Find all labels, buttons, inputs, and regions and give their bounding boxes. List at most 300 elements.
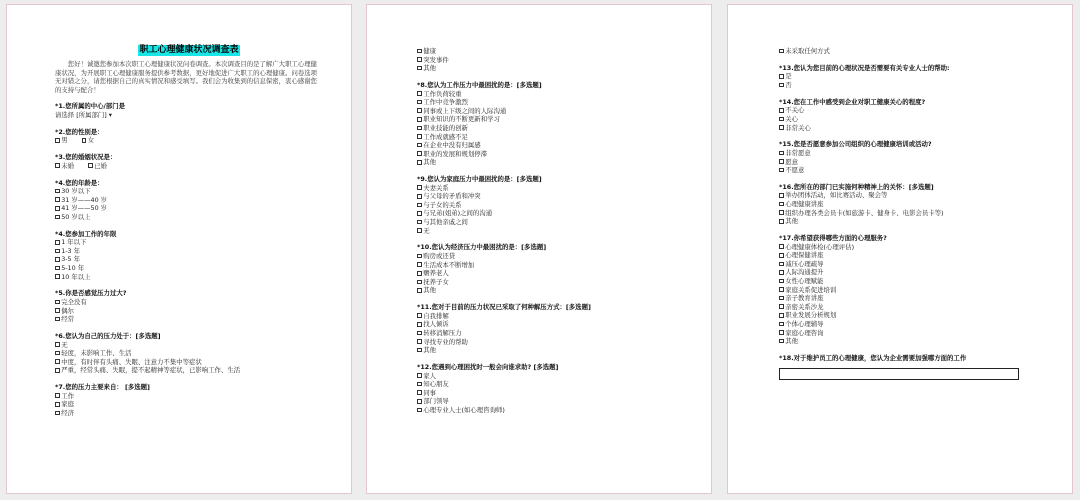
option[interactable] <box>417 329 683 338</box>
option-label: 是 <box>785 72 792 81</box>
option-label: 3-5 年 <box>61 255 81 264</box>
checkbox-icon[interactable] <box>55 402 60 407</box>
option-label: 突发事件 <box>423 55 449 64</box>
option-label: 1 年以下 <box>61 238 87 247</box>
option[interactable] <box>417 320 683 329</box>
option-label: 其他 <box>423 64 436 73</box>
checkbox-icon[interactable] <box>779 244 784 249</box>
option[interactable] <box>82 136 95 145</box>
checkbox-icon[interactable] <box>417 382 422 387</box>
question-3 <box>55 153 323 170</box>
question-7-continued <box>417 47 683 73</box>
option-label: 与子女的关系 <box>423 200 462 209</box>
option[interactable] <box>417 278 683 287</box>
option-label: 愿意 <box>785 157 798 166</box>
option[interactable] <box>779 149 1050 158</box>
question-title: *8.您认为工作压力中最困扰的是：[多选题] <box>417 80 542 89</box>
option-list <box>55 298 323 324</box>
option-label: 心理保健讲座 <box>785 251 824 260</box>
option-label: 心理健康讲座 <box>785 200 824 209</box>
checkbox-icon[interactable] <box>55 249 60 254</box>
checkbox-icon[interactable] <box>417 66 422 71</box>
option[interactable] <box>55 400 323 409</box>
option-label: 减压心理疏导 <box>785 259 824 268</box>
option[interactable] <box>55 366 323 375</box>
checkbox-icon[interactable] <box>417 194 422 199</box>
checkbox-icon[interactable] <box>779 108 784 113</box>
question-4 <box>55 179 323 222</box>
question-title: *17.你希望获得哪些方面的心理服务? <box>779 234 887 243</box>
option[interactable] <box>779 81 1050 90</box>
option-label: 寻找专业的帮助 <box>423 337 468 346</box>
option[interactable] <box>779 268 1050 277</box>
option[interactable] <box>88 162 107 171</box>
checkbox-icon[interactable] <box>779 322 784 327</box>
option[interactable] <box>779 158 1050 167</box>
checkbox-icon[interactable] <box>55 368 60 373</box>
checkbox-icon[interactable] <box>779 117 784 122</box>
checkbox-icon[interactable] <box>779 193 784 198</box>
option[interactable] <box>417 252 683 261</box>
option-list <box>417 372 683 415</box>
option[interactable] <box>55 238 323 247</box>
option[interactable] <box>417 227 683 236</box>
question-title: *13.您认为您目前的心理状况是否需要有关专业人士的帮助: <box>779 63 950 72</box>
question-title: *14.您在工作中感受到企业对职工健康关心的程度? <box>779 97 926 106</box>
option-label: 人际沟通提升 <box>785 268 824 277</box>
option[interactable] <box>779 115 1050 124</box>
option[interactable] <box>417 397 683 406</box>
option-list <box>779 72 1050 89</box>
option[interactable] <box>779 277 1050 286</box>
option-label: 家庭 <box>61 400 74 409</box>
option-label: 购房或还贷 <box>423 252 456 261</box>
option-list <box>55 162 323 171</box>
checkbox-icon[interactable] <box>779 49 784 54</box>
option[interactable] <box>417 286 683 295</box>
question-title: *12.您遇到心理困扰时一般会向谁求助? [多选题] <box>417 362 559 371</box>
option-label: 其他 <box>785 337 798 346</box>
option[interactable] <box>417 141 683 150</box>
option-label: 关心 <box>785 114 798 123</box>
option-label: 心理健康体检(心理评估) <box>785 242 855 251</box>
option[interactable] <box>417 124 683 133</box>
option-list <box>55 392 323 418</box>
option-label: 职业发展分析规划 <box>785 311 837 320</box>
checkbox-icon[interactable] <box>417 203 422 208</box>
checkbox-icon[interactable] <box>417 143 422 148</box>
checkbox-icon[interactable] <box>779 168 784 173</box>
option-list <box>779 106 1050 132</box>
option[interactable] <box>779 294 1050 303</box>
option-label: 职业技能的创新 <box>423 123 468 132</box>
checkbox-icon[interactable] <box>417 49 422 54</box>
option-label: 组织办理各类会员卡(如旅游卡、健身卡、电影会员卡等) <box>785 208 944 217</box>
checkbox-icon[interactable] <box>779 279 784 284</box>
option-label: 严重，经常头痛、失眠，提不起精神等症状，已影响工作、生活 <box>61 366 241 375</box>
option-label: 赡养老人 <box>423 269 449 278</box>
option[interactable] <box>779 337 1050 346</box>
option[interactable] <box>55 341 323 350</box>
option-label: 部门领导 <box>423 397 449 406</box>
option[interactable] <box>55 392 323 401</box>
option-label: 中度，有时伴有头痛、失眠、注意力不集中等症状 <box>61 357 202 366</box>
checkbox-icon[interactable] <box>417 271 422 276</box>
option[interactable] <box>417 64 683 73</box>
option-list <box>417 47 683 73</box>
option[interactable] <box>779 311 1050 320</box>
checkbox-icon[interactable] <box>417 399 422 404</box>
checkbox-icon[interactable] <box>779 262 784 267</box>
checkbox-icon[interactable] <box>417 331 422 336</box>
checkbox-icon[interactable] <box>779 330 784 335</box>
option-label: 31 岁——40 岁 <box>61 195 108 204</box>
option-label: 完全没有 <box>61 298 87 306</box>
option-label: 男 <box>61 136 68 145</box>
question-2 <box>55 128 323 145</box>
question-12 <box>417 363 683 415</box>
checkbox-icon[interactable] <box>417 288 422 293</box>
option[interactable] <box>417 56 683 65</box>
option[interactable] <box>55 315 323 324</box>
option-label: 转移消解压力 <box>423 328 462 337</box>
checkbox-icon[interactable] <box>779 151 784 156</box>
checkbox-icon[interactable] <box>55 351 60 356</box>
option-label: 否 <box>785 80 792 89</box>
answer-text-box[interactable] <box>779 368 1019 380</box>
option[interactable] <box>417 133 683 142</box>
option[interactable] <box>417 218 683 227</box>
page-2-content <box>417 47 683 423</box>
option-label: 心理专业人士(如心理咨询师) <box>423 405 505 414</box>
option[interactable] <box>55 196 323 205</box>
option-label: 41 岁——50 岁 <box>61 204 108 213</box>
question-title: *4.您的年龄是： <box>55 178 104 187</box>
checkbox-icon[interactable] <box>55 163 60 168</box>
checkbox-icon[interactable] <box>417 57 422 62</box>
option[interactable] <box>417 372 683 381</box>
option[interactable] <box>779 209 1050 218</box>
checkbox-icon[interactable] <box>417 126 422 131</box>
question-title: *9.您认为家庭压力中最困扰的是：[多选题] <box>417 175 542 184</box>
option-label: 工作负荷较重 <box>423 89 462 98</box>
question-18 <box>779 354 1050 380</box>
option[interactable] <box>779 124 1050 133</box>
question-13 <box>779 64 1050 90</box>
option-label: 举办团体活动，如比赛活动、聚会等 <box>785 191 888 200</box>
question-title: *3.您的婚姻状况是： <box>55 153 117 162</box>
option-label: 经济 <box>61 408 74 417</box>
checkbox-icon[interactable] <box>55 300 60 305</box>
checkbox-icon[interactable] <box>417 408 422 413</box>
question-8 <box>55 383 323 417</box>
option-label: 同事 <box>423 388 436 397</box>
question-title: *4.您参加工作的年限 <box>55 229 117 238</box>
question-5 <box>55 230 323 282</box>
department-select[interactable]: 请选择 [所属部门] ▾ <box>55 110 112 119</box>
checkbox-icon[interactable] <box>417 100 422 105</box>
checkbox-icon[interactable] <box>417 108 422 113</box>
option[interactable] <box>417 192 683 201</box>
option[interactable] <box>55 204 323 213</box>
option-label: 同事或上下级之间的人际沟通 <box>423 106 507 115</box>
checkbox-icon[interactable] <box>55 308 60 313</box>
checkbox-icon[interactable] <box>417 313 422 318</box>
option-label: 女 <box>87 136 95 145</box>
option[interactable] <box>55 298 323 307</box>
option-list <box>417 312 683 355</box>
option[interactable] <box>55 264 323 273</box>
option-label: 在企业中没有归属感 <box>423 141 481 150</box>
question-12-continued <box>779 47 1050 56</box>
option-label: 10 年以上 <box>61 272 91 281</box>
option-label: 亲密关系沙龙 <box>785 302 824 311</box>
option-label: 与父母的矛盾和冲突 <box>423 192 481 201</box>
option[interactable] <box>55 136 68 145</box>
option-label: 其他 <box>785 217 798 226</box>
document-page-1 <box>6 4 352 494</box>
question-title: *10.您认为经济压力中最困扰的是：[多选题] <box>417 243 547 252</box>
option-label: 不愿意 <box>785 166 805 175</box>
option-label: 无 <box>423 226 430 235</box>
checkbox-icon[interactable] <box>417 322 422 327</box>
option[interactable] <box>417 47 683 56</box>
option[interactable] <box>417 406 683 415</box>
checkbox-icon[interactable] <box>779 74 784 79</box>
option[interactable] <box>779 166 1050 175</box>
checkbox-icon[interactable] <box>417 185 422 190</box>
option[interactable] <box>779 106 1050 115</box>
checkbox-icon[interactable] <box>417 151 422 156</box>
checkbox-icon[interactable] <box>55 257 60 262</box>
checkbox-icon[interactable] <box>417 262 422 267</box>
option-label: 工作 <box>61 391 74 400</box>
option-label: 家人 <box>423 371 436 380</box>
question-title: *7.您的压力主要来自： [多选题] <box>55 383 150 392</box>
option-label: 经常 <box>61 315 74 324</box>
option-label: 亲子教育讲座 <box>785 294 824 303</box>
question-8-work <box>417 81 683 167</box>
checkbox-icon[interactable] <box>779 210 784 215</box>
option-label: 已婚 <box>94 161 107 170</box>
question-14 <box>779 98 1050 132</box>
option[interactable] <box>417 209 683 218</box>
option[interactable] <box>55 162 74 171</box>
option-label: 30 岁以下 <box>61 187 91 196</box>
question-10 <box>417 243 683 295</box>
option[interactable] <box>779 243 1050 252</box>
option[interactable] <box>55 187 323 196</box>
checkbox-icon[interactable] <box>779 270 784 275</box>
document-page-3 <box>727 4 1073 494</box>
option-list <box>779 149 1050 175</box>
option[interactable] <box>779 329 1050 338</box>
checkbox-icon[interactable] <box>779 159 784 164</box>
option-label: 其他 <box>423 346 436 355</box>
option-label: 家庭心理咨询 <box>785 328 824 337</box>
question-11 <box>417 303 683 355</box>
checkbox-icon[interactable] <box>417 390 422 395</box>
option-label: 自我排解 <box>423 311 449 320</box>
option[interactable] <box>417 150 683 159</box>
option[interactable] <box>417 312 683 321</box>
page-3-content <box>779 47 1050 388</box>
option-list <box>55 238 323 281</box>
option-label: 1-3 年 <box>61 246 81 255</box>
option[interactable] <box>417 261 683 270</box>
checkbox-icon[interactable] <box>779 313 784 318</box>
option-label: 抚养子女 <box>423 277 449 286</box>
option[interactable] <box>417 389 683 398</box>
question-title: *6.您认为自己的压力处于：[多选题] <box>55 331 161 340</box>
checkbox-icon[interactable] <box>55 342 60 347</box>
option-label: 夫妻关系 <box>423 183 449 192</box>
option-list <box>417 252 683 295</box>
question-7 <box>55 332 323 375</box>
option[interactable] <box>779 251 1050 260</box>
checkbox-icon[interactable] <box>779 287 784 292</box>
option-label: 家庭关系促进培训 <box>785 285 837 294</box>
checkbox-icon[interactable] <box>55 215 60 220</box>
option[interactable] <box>417 98 683 107</box>
checkbox-icon[interactable] <box>88 163 93 168</box>
checkbox-icon[interactable] <box>417 348 422 353</box>
option-list <box>779 243 1050 346</box>
option[interactable] <box>417 269 683 278</box>
checkbox-icon[interactable] <box>779 83 784 88</box>
option-list <box>779 47 1050 56</box>
checkbox-icon[interactable] <box>417 373 422 378</box>
option-label: 其他 <box>423 286 436 295</box>
question-title: *11.您对于目前的压力状况已采取了何种解压方式：[多选题] <box>417 303 591 312</box>
option[interactable] <box>779 217 1050 226</box>
checkbox-icon[interactable] <box>55 411 60 416</box>
option-label: 女性心理赋能 <box>785 277 824 285</box>
option-label: 非常关心 <box>785 123 811 132</box>
option-label: 工作中竞争激烈 <box>423 98 468 107</box>
option[interactable] <box>55 409 323 418</box>
option[interactable] <box>779 320 1050 329</box>
checkbox-icon[interactable] <box>55 359 60 364</box>
option-label: 个体心理辅导 <box>785 319 824 328</box>
option[interactable] <box>779 200 1050 209</box>
option-label: 知心朋友 <box>423 380 449 389</box>
option-label: 5-10 年 <box>61 264 85 273</box>
checkbox-icon[interactable] <box>55 393 60 398</box>
question-title: *16.您所在的部门已实施何种精神上的关怀：[多选题] <box>779 182 934 191</box>
option[interactable] <box>779 47 1050 56</box>
checkbox-icon[interactable] <box>417 280 422 285</box>
checkbox-icon[interactable] <box>417 91 422 96</box>
option-list <box>55 187 323 221</box>
question-16 <box>779 183 1050 226</box>
checkbox-icon[interactable] <box>55 138 60 143</box>
question-title: *2.您的性别是： <box>55 127 104 136</box>
checkbox-icon[interactable] <box>55 274 60 279</box>
option-list <box>779 191 1050 225</box>
option[interactable] <box>55 307 323 316</box>
option-label: 未采取任何方式 <box>785 47 830 55</box>
checkbox-icon[interactable] <box>417 228 422 233</box>
option[interactable] <box>779 191 1050 200</box>
checkbox-icon[interactable] <box>55 317 60 322</box>
page-1-content <box>55 45 323 426</box>
option-label: 生活成本不断增加 <box>423 260 475 269</box>
checkbox-icon[interactable] <box>417 339 422 344</box>
checkbox-icon[interactable] <box>779 253 784 258</box>
option[interactable] <box>55 255 323 264</box>
option[interactable] <box>779 286 1050 295</box>
option-label: 偶尔 <box>61 306 74 315</box>
checkbox-icon[interactable] <box>417 117 422 122</box>
option-label: 轻度，未影响工作、生活 <box>61 349 132 358</box>
question-title: *1.您所属的中心/部门是 <box>55 102 126 111</box>
checkbox-icon[interactable] <box>779 125 784 130</box>
checkbox-icon[interactable] <box>779 219 784 224</box>
checkbox-icon[interactable] <box>779 339 784 344</box>
option[interactable] <box>55 273 323 282</box>
option[interactable] <box>55 213 323 222</box>
option-list <box>55 136 323 145</box>
option-label: 找人倾诉 <box>423 320 449 329</box>
survey-title: 职工心理健康状况调查表 <box>139 45 239 55</box>
option-label: 其他 <box>423 158 436 167</box>
checkbox-icon[interactable] <box>55 240 60 245</box>
option-label: 50 岁以上 <box>61 212 91 221</box>
checkbox-icon[interactable] <box>779 304 784 309</box>
option-label: 不关心 <box>785 106 805 115</box>
question-title: *15.您是否愿意参加公司组织的心理健康培训或活动? <box>779 140 932 149</box>
question-title: *18.对于维护员工的心理健康，您认为企业需要加强哪方面的工作 <box>779 353 967 362</box>
checkbox-icon[interactable] <box>55 266 60 271</box>
option-label: 职业知识的不断更新和学习 <box>423 115 500 124</box>
checkbox-icon[interactable] <box>55 189 60 194</box>
option-label: 与兄弟(姐弟)之间的沟通 <box>423 209 493 218</box>
option[interactable] <box>779 72 1050 81</box>
checkbox-icon[interactable] <box>417 220 422 225</box>
option[interactable] <box>55 247 323 256</box>
question-17 <box>779 234 1050 346</box>
option-label: 健康 <box>423 47 436 55</box>
option[interactable] <box>417 184 683 193</box>
checkbox-icon[interactable] <box>55 206 60 211</box>
checkbox-icon[interactable] <box>417 211 422 216</box>
option[interactable] <box>55 349 323 358</box>
option-label: 职业的发展和规划停滞 <box>423 149 488 158</box>
option[interactable] <box>417 380 683 389</box>
title-wrap <box>55 45 323 56</box>
option[interactable] <box>417 90 683 99</box>
checkbox-icon[interactable] <box>82 138 87 143</box>
option[interactable] <box>417 158 683 167</box>
option[interactable] <box>417 115 683 124</box>
checkbox-icon[interactable] <box>779 202 784 207</box>
question-title: *5.你是否感觉压力过大? <box>55 289 127 298</box>
survey-intro: 您好！诚邀您参加本次职工心理健康状况问卷调查。本次调查目的是了解广大职工心理健康状况，为开展职工心理健康服务提供参考数据，更好地促进广大职工的心理健康。问卷选项无对错之分，请您根据自己的真实情况和感受填写。我们会为收集到的信息保密，衷心感谢您的支持与配合！ <box>55 60 318 94</box>
checkbox-icon[interactable] <box>779 296 784 301</box>
option-label: 无 <box>61 340 68 349</box>
document-page-2 <box>366 4 712 494</box>
checkbox-icon[interactable] <box>417 160 422 165</box>
option[interactable] <box>417 346 683 355</box>
question-15 <box>779 140 1050 174</box>
checkbox-icon[interactable] <box>55 197 60 202</box>
option[interactable] <box>417 338 683 347</box>
checkbox-icon[interactable] <box>417 134 422 139</box>
checkbox-icon[interactable] <box>417 254 422 259</box>
question-9 <box>417 175 683 235</box>
question-6 <box>55 289 323 323</box>
